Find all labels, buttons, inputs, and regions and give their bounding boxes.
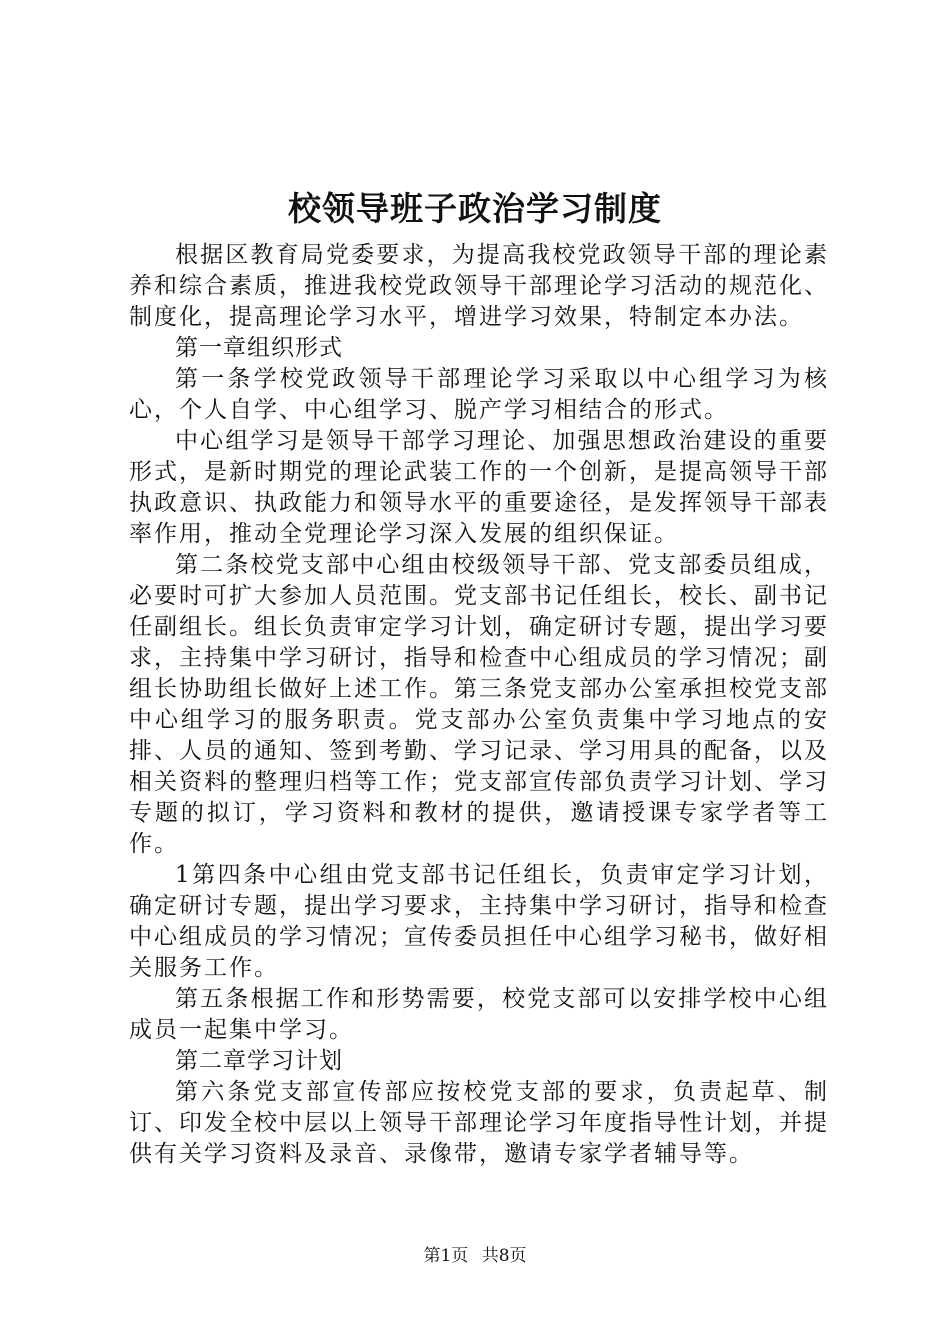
article-2-3: 第二条校党支部中心组由校级领导干部、党支部委员组成，必要时可扩大参加人员范围。党支部书记任组长，校长、副书记任副组长。组长负责审定学习计划，确定研讨专题，提出学习要求，主持集中学习研讨，指导和检查中心组成员的学习情况；副组长协助组长做好上述工作。第三条党支部办公室承担校党支部中心组学习的服务职责。党支部办公室负责集中学习地点的安排、人员的通知、签到考勤、学习记录、学习用具的配备，以及相关资料的整理归档等工作；党支部宣传部负责学习计划、学习专题的拟订，学习资料和教材的提供，邀请授课专家学者等工作。: [129, 552, 829, 857]
document-title: 校领导班子政治学习制度: [288, 189, 662, 228]
document-body: [129, 240, 829, 1170]
article-5: 第五条根据工作和形势需要，校党支部可以安排学校中心组成员一起集中学习。: [129, 986, 829, 1043]
paragraph-central-group: 中心组学习是领导干部学习理论、加强思想政治建设的重要形式，是新时期党的理论武装工作的一个创新，是提高领导干部执政意识、执政能力和领导水平的重要途径，是发挥领导干部表率作用，推动全党理论学习深入发展的组织保证。: [129, 428, 829, 547]
article-1: 第一条学校党政领导干部理论学习采取以中心组学习为核心，个人自学、中心组学习、脱产学习相结合的形式。: [129, 366, 829, 423]
chapter-heading-1: 第一章组织形式: [175, 335, 343, 361]
page-total: 共8页: [481, 1246, 527, 1266]
article-4: 1第四条中心组由党支部书记任组长，负责审定学习计划，确定研讨专题，提出学习要求，主持集中学习研讨，指导和检查中心组成员的学习情况；宣传委员担任中心组学习秘书，做好相关服务工作。: [129, 862, 829, 981]
article-6: 第六条党支部宣传部应按校党支部的要求，负责起草、制订、印发全校中层以上领导干部理论学习年度指导性计划，并提供有关学习资料及录音、录像带，邀请专家学者辅导等。: [129, 1079, 829, 1167]
chapter-heading-2: 第二章学习计划: [175, 1048, 343, 1074]
page-number: 第1页: [423, 1246, 469, 1266]
paragraph-intro: 根据区教育局党委要求，为提高我校党政领导干部的理论素养和综合素质，推进我校党政领导干部理论学习活动的规范化、制度化，提高理论学习水平，增进学习效果，特制定本办法。: [129, 242, 829, 330]
page-footer: [0, 1244, 950, 1268]
